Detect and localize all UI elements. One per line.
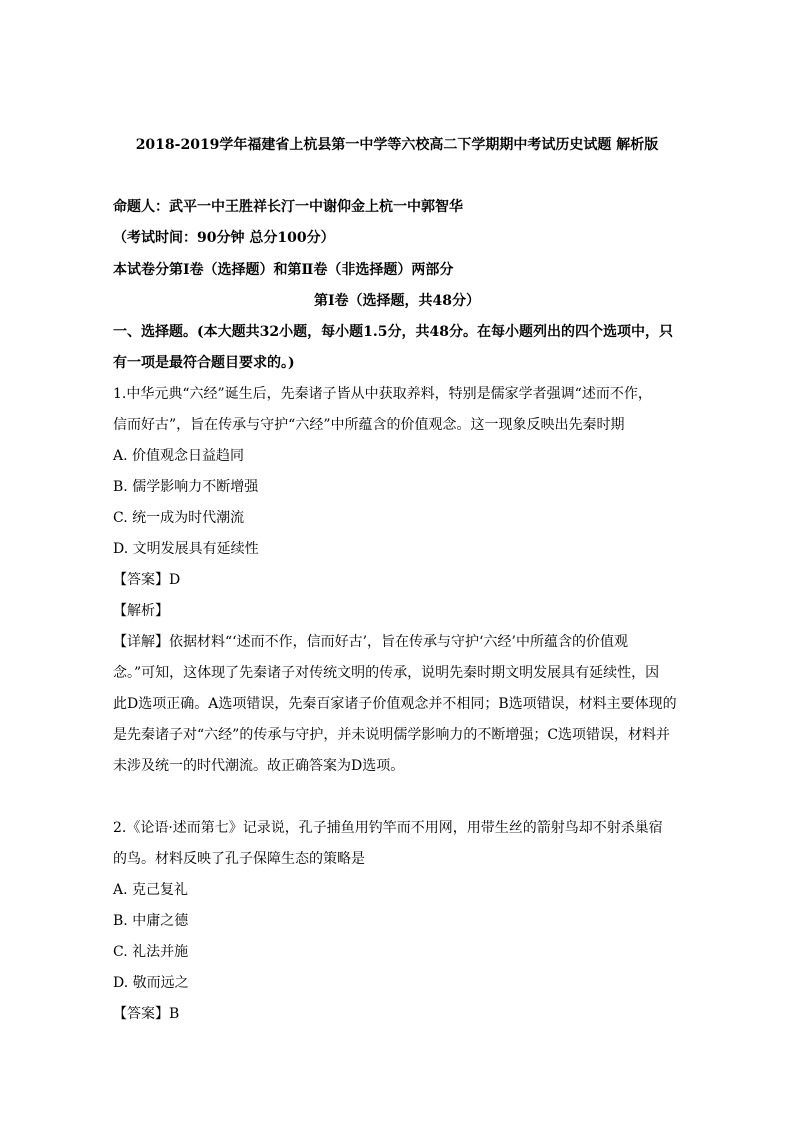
question-1-stem-cont: 信而好古”，旨在传承与守护“六经”中所蕴含的价值观念。这一现象反映出先秦时期 — [113, 417, 625, 433]
question-2-stem-cont: 的鸟。材料反映了孔子保障生态的策略是 — [113, 851, 365, 867]
question-1-analysis-line: 念。”可知，这体现了先秦诸子对传统文明的传承，说明先秦时期文明发展具有延续性，因 — [113, 665, 660, 681]
question-1-analysis-line: 【详解】依据材料“‘述而不作，信而好古’，旨在传承与守护‘六经’中所蕴含的价值观 — [113, 634, 628, 650]
question-1-analysis-line: 此D选项正确。A选项错误，先秦百家诸子价值观念并不相同；B选项错误，材料主要体现的 — [113, 696, 677, 712]
question-1-analysis-line: 是先秦诸子对“六经”的传承与守护，并未说明儒学影响力的不断增强；C选项错误，材料并 — [113, 727, 671, 743]
question-2-option-c: C. 礼法并施 — [113, 944, 189, 960]
document-title: 2018-2019学年福建省上杭县第一中学等六校高二下学期期中考试历史试题 解析版 — [135, 137, 659, 153]
volume-heading: 第Ⅰ卷（选择题，共48分） — [313, 293, 481, 309]
question-1-answer: 【答案】D — [113, 572, 181, 588]
question-2-option-b: B. 中庸之德 — [113, 913, 189, 929]
section-instructions-cont: 有一项是最符合题目要求的。) — [113, 355, 295, 371]
exam-info: （考试时间：90分钟 总分100分） — [113, 230, 335, 246]
question-2-answer: 【答案】B — [113, 1006, 180, 1022]
section-instructions: 一、选择题。(本大题共32小题，每小题1.5分，共48分。在每小题列出的四个选项中，只 — [113, 324, 673, 340]
structure-note: 本试卷分第Ⅰ卷（选择题）和第Ⅱ卷（非选择题）两部分 — [113, 262, 454, 278]
question-1-analysis-line: 未涉及统一的时代潮流。故正确答案为D选项。 — [113, 758, 405, 774]
question-1-option-d: D. 文明发展具有延续性 — [113, 541, 259, 557]
author-line: 命题人：武平一中王胜祥长汀一中谢仰金上杭一中郭智华 — [113, 199, 463, 215]
question-1-option-b: B. 儒学影响力不断增强 — [113, 479, 259, 495]
question-1-analysis-label: 【解析】 — [113, 603, 169, 619]
question-2-option-a: A. 克己复礼 — [113, 882, 189, 898]
question-2-stem: 2.《论语·述而第七》记录说，孔子捕鱼用钓竿而不用网，用带生丝的箭射鸟却不射杀巢宿 — [113, 820, 663, 836]
question-1-option-a: A. 价值观念日益趋同 — [113, 448, 245, 464]
question-1-option-c: C. 统一成为时代潮流 — [113, 510, 245, 526]
question-2-option-d: D. 敬而远之 — [113, 975, 189, 991]
question-1-stem: 1.中华元典“六经”诞生后，先秦诸子皆从中获取养料，特别是儒家学者强调“述而不作， — [113, 386, 652, 402]
